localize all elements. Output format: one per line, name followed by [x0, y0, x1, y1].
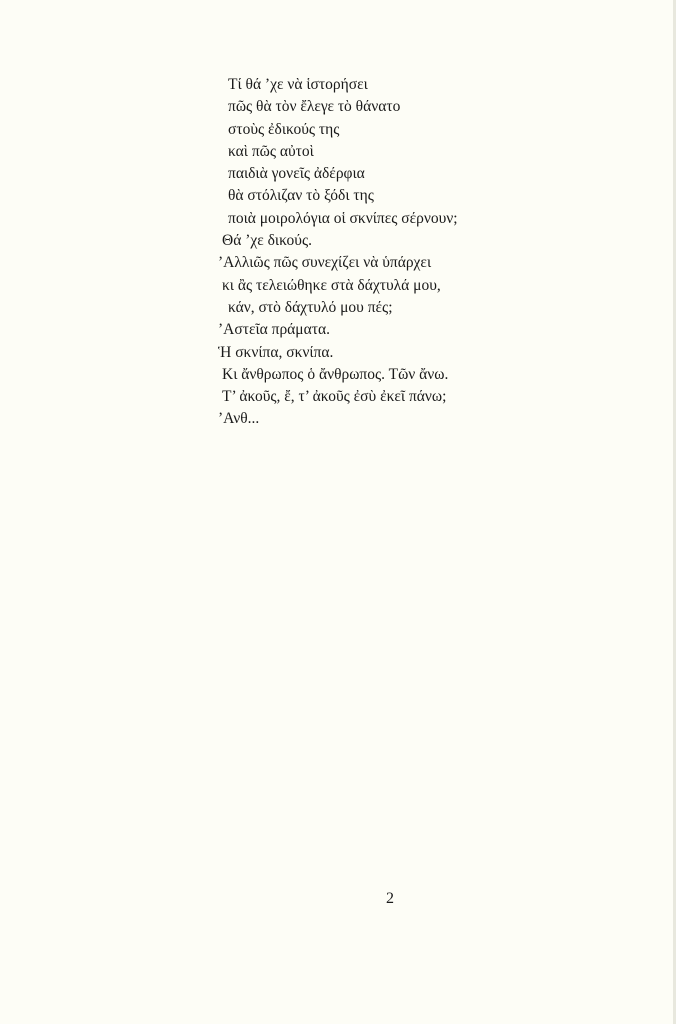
poem-line: ’Αστεῖα πράματα. [218, 321, 330, 339]
page-number: 2 [386, 890, 394, 907]
poem-line: ’Ανθ... [218, 410, 260, 428]
poem-line: Τ’ ἀκοῦς, ἔ, τ’ ἀκοῦς ἐσὺ ἐκεῖ πάνω; [222, 388, 447, 406]
poem-line: θὰ στόλιζαν τὸ ξόδι της [228, 187, 374, 205]
poem-line: κάν, στὸ δάχτυλό μου πές; [228, 298, 393, 316]
poem-line: πῶς θὰ τὸν ἔλεγε τὸ θάνατο [228, 98, 401, 116]
poem-line: ’Αλλιῶς πῶς συνεχίζει νὰ ὑπάρχει [218, 254, 432, 272]
poem-line: ποιὰ μοιρολόγια οἱ σκνίπες σέρνουν; [228, 209, 458, 227]
poem-line: Θά ’χε δικούς. [222, 232, 312, 250]
poem-line: στοὺς ἐδικούς της [228, 120, 340, 138]
poem-line: Τί θά ’χε νὰ ἱστορήσει [228, 76, 368, 93]
poem-line: Κι ἄνθρωπος ὁ ἄνθρωπος. Τῶν ἄνω. [222, 365, 449, 383]
poem-line: καὶ πῶς αὐτοὶ [228, 142, 314, 160]
poem-line: Ἡ σκνίπα, σκνίπα. [218, 343, 334, 361]
poem-line: κι ἂς τελειώθηκε στὰ δάχτυλά μου, [222, 276, 441, 294]
poem-text [218, 74, 458, 431]
poem-line: παιδιὰ γονεῖς ἀδέρφια [228, 165, 365, 183]
